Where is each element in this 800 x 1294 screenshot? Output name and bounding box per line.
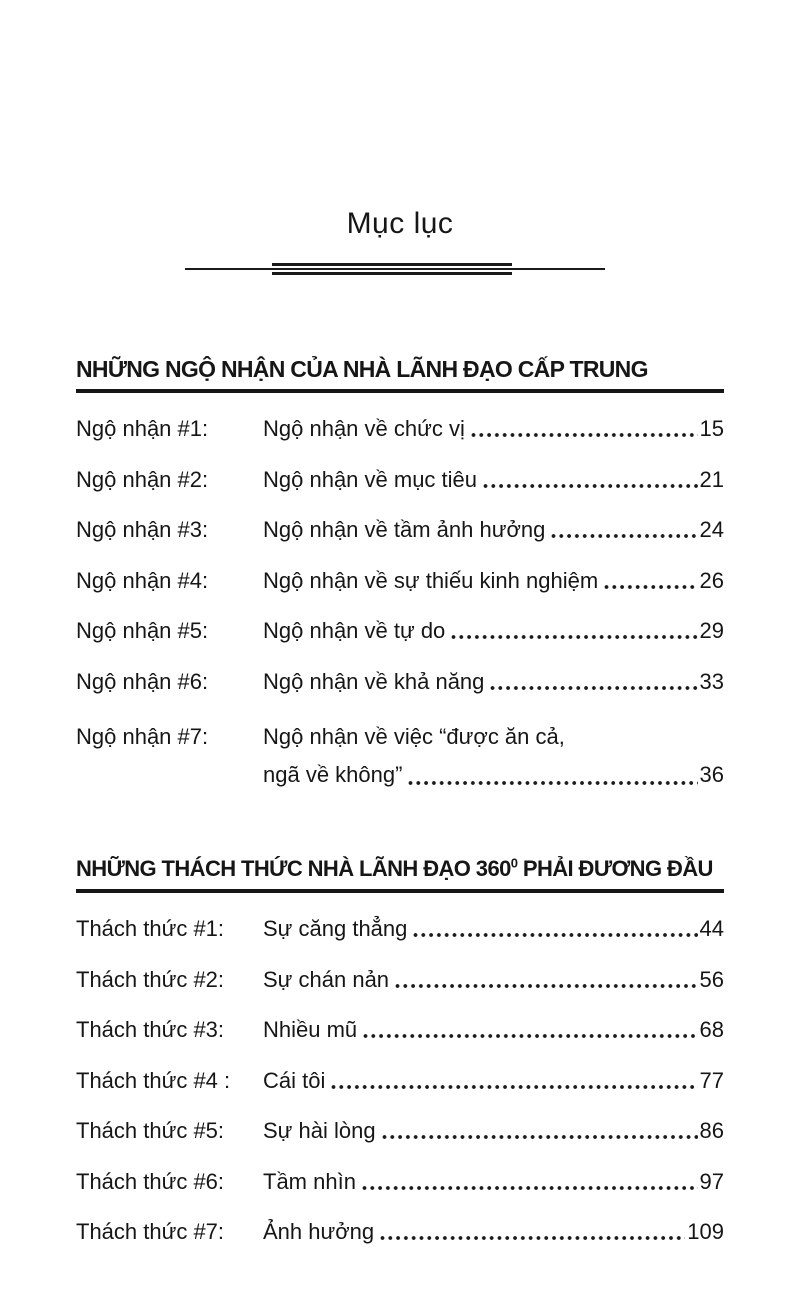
toc-entry-label: Ngộ nhận #7: bbox=[76, 724, 209, 749]
toc-entry-title: Ảnh hưởng bbox=[263, 1219, 375, 1244]
table-row bbox=[76, 712, 724, 800]
toc-entry-label: Thách thức #6: bbox=[76, 1168, 225, 1194]
toc-entry-page: 21 bbox=[699, 466, 724, 492]
toc-entry-title: Ngộ nhận về việc “được ăn cả, bbox=[263, 724, 565, 749]
toc-entry-label: Thách thức #7: bbox=[76, 1219, 225, 1244]
toc-entry-title-line2: ngã về không” bbox=[263, 762, 403, 787]
section-heading-challenges bbox=[76, 855, 724, 893]
toc-entry-title: Ngộ nhận về tầm ảnh hưởng bbox=[263, 517, 546, 542]
dot-leader bbox=[407, 756, 697, 794]
dot-leader bbox=[489, 668, 697, 696]
toc-entry-page: 56 bbox=[699, 966, 724, 992]
toc-entry-page: 97 bbox=[699, 1168, 724, 1194]
toc-entry-label: Ngộ nhận #1: bbox=[76, 416, 209, 441]
toc-entry-page: 36 bbox=[699, 762, 724, 787]
toc-entry-label: Thách thức #5: bbox=[76, 1118, 225, 1143]
toc-entry-title: Ngộ nhận về khả năng bbox=[263, 668, 485, 694]
heading-text-part1: NHỮNG THÁCH THỨC NHÀ LÃNH ĐẠO 360 bbox=[76, 856, 511, 881]
toc-entry-label: Ngộ nhận #4: bbox=[76, 567, 209, 593]
toc-entry-label: Thách thức #1: bbox=[76, 916, 225, 941]
toc-entry-title: Ngộ nhận về tự do bbox=[263, 618, 446, 643]
toc-entry-label: Ngộ nhận #3: bbox=[76, 517, 209, 542]
toc-entry-title: Ngộ nhận về chức vị bbox=[263, 416, 465, 441]
toc-entry-title: Ngộ nhận về sự thiếu kinh nghiệm bbox=[263, 567, 599, 593]
table-row bbox=[76, 960, 724, 1011]
title-divider bbox=[0, 263, 800, 275]
toc-entry-page: 29 bbox=[699, 618, 724, 643]
toc-entry-title: Nhiều mũ bbox=[263, 1017, 358, 1042]
toc-entry-title: Sự chán nản bbox=[263, 966, 390, 992]
table-row bbox=[76, 510, 724, 561]
toc-list-misconceptions bbox=[76, 409, 724, 800]
toc-entry-page: 44 bbox=[699, 916, 724, 941]
toc-entry-page: 68 bbox=[699, 1017, 724, 1042]
table-row bbox=[76, 662, 724, 713]
divider-line-top bbox=[272, 263, 512, 266]
table-row bbox=[76, 1212, 724, 1263]
table-row bbox=[76, 611, 724, 662]
dot-leader bbox=[550, 516, 697, 544]
heading-text-part2: PHẢI ĐƯƠNG ĐẦU bbox=[517, 856, 713, 881]
toc-entry-page: 86 bbox=[699, 1118, 724, 1143]
table-row bbox=[76, 409, 724, 460]
dot-leader bbox=[381, 1117, 698, 1145]
toc-entry-label: Ngộ nhận #6: bbox=[76, 668, 209, 694]
dot-leader bbox=[450, 617, 697, 645]
toc-entry-page: 33 bbox=[699, 668, 724, 694]
toc-entry-page: 15 bbox=[699, 416, 724, 441]
toc-entry-title: Sự căng thẳng bbox=[263, 916, 408, 941]
table-row bbox=[76, 460, 724, 511]
table-row bbox=[76, 1162, 724, 1213]
dot-leader bbox=[603, 567, 697, 595]
dot-leader bbox=[361, 1168, 698, 1196]
heading-superscript: 0 bbox=[510, 855, 518, 871]
dot-leader bbox=[379, 1218, 685, 1246]
toc-entry-page: 24 bbox=[699, 517, 724, 542]
toc-entry-label: Thách thức #3: bbox=[76, 1017, 225, 1042]
toc-entry-label: Ngộ nhận #2: bbox=[76, 466, 209, 492]
toc-list-challenges bbox=[76, 909, 724, 1263]
toc-content bbox=[0, 355, 800, 1263]
toc-entry-title: Ngộ nhận về mục tiêu bbox=[263, 466, 478, 492]
table-row bbox=[76, 1061, 724, 1112]
toc-entry-label: Ngộ nhận #5: bbox=[76, 618, 209, 643]
section-heading-misconceptions: NHỮNG NGỘ NHẬN CỦA NHÀ LÃNH ĐẠO CẤP TRUNG bbox=[76, 355, 724, 393]
dot-leader bbox=[482, 466, 697, 494]
page-title: Mục lục bbox=[346, 207, 454, 240]
divider-line-middle bbox=[185, 268, 605, 270]
dot-leader bbox=[330, 1067, 697, 1095]
dot-leader bbox=[470, 415, 698, 443]
toc-entry-title: Cái tôi bbox=[263, 1067, 326, 1093]
table-row bbox=[76, 909, 724, 960]
toc-entry-page: 109 bbox=[687, 1219, 724, 1244]
table-row bbox=[76, 1111, 724, 1162]
divider-line-bottom bbox=[272, 272, 512, 275]
toc-entry-title: Tầm nhìn bbox=[263, 1168, 356, 1194]
toc-entry-label: Thách thức #4 : bbox=[76, 1067, 231, 1093]
dot-leader bbox=[394, 966, 697, 994]
dot-leader bbox=[412, 915, 697, 943]
toc-entry-page: 77 bbox=[699, 1067, 724, 1093]
toc-entry-page: 26 bbox=[699, 567, 724, 593]
table-row bbox=[76, 561, 724, 612]
dot-leader bbox=[362, 1016, 697, 1044]
toc-entry-label: Thách thức #2: bbox=[76, 966, 225, 992]
table-row bbox=[76, 1010, 724, 1061]
toc-entry-title: Sự hài lòng bbox=[263, 1118, 376, 1143]
